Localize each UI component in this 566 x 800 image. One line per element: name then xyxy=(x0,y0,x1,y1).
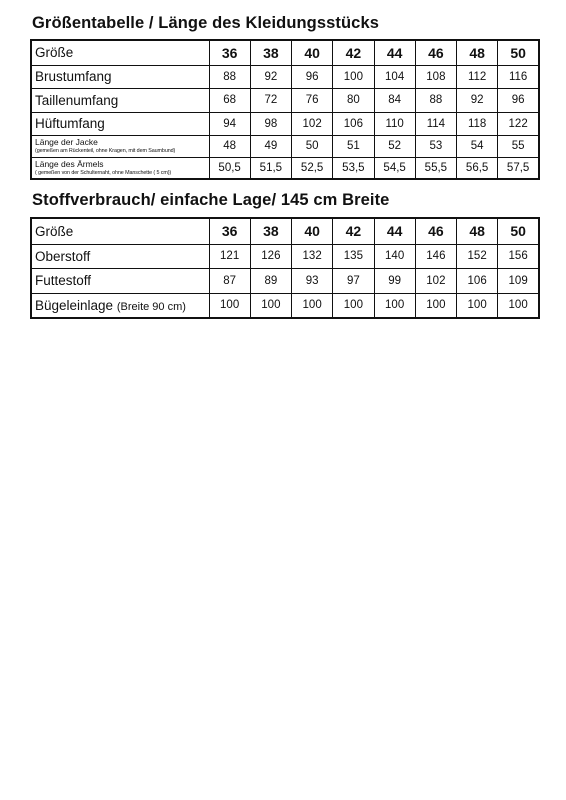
size-table xyxy=(30,39,540,180)
row-label-cell xyxy=(31,157,209,179)
size-header-cell: 48 xyxy=(457,218,498,244)
value-cell: 106 xyxy=(333,112,374,136)
row-label: Futtestoff xyxy=(35,273,92,289)
table-row xyxy=(31,157,539,179)
row-label-cell xyxy=(31,293,209,318)
row-label: Bügeleinlage xyxy=(35,297,114,313)
row-label: Länge der Jacke xyxy=(35,137,98,148)
value-cell: 87 xyxy=(209,269,250,294)
value-cell: 146 xyxy=(415,244,456,269)
row-label-cell xyxy=(31,269,209,294)
header-label-cell: Größe xyxy=(31,218,209,244)
value-cell: 110 xyxy=(374,112,415,136)
size-header-cell: 40 xyxy=(292,40,333,65)
value-cell: 94 xyxy=(209,112,250,136)
value-cell: 54 xyxy=(457,136,498,158)
size-header-cell: 50 xyxy=(498,218,539,244)
value-cell: 88 xyxy=(209,65,250,89)
size-header-cell: 48 xyxy=(457,40,498,65)
value-cell: 100 xyxy=(415,293,456,318)
value-cell: 76 xyxy=(292,89,333,113)
row-label-note: (gemeßen am Rückenteil, ohne Kragen, mit dem Saumbund) xyxy=(35,148,176,155)
size-header-cell: 36 xyxy=(209,40,250,65)
header-label-cell: Größe xyxy=(31,40,209,65)
value-cell: 80 xyxy=(333,89,374,113)
row-label-cell xyxy=(31,112,209,136)
size-header-cell: 38 xyxy=(250,40,291,65)
value-cell: 102 xyxy=(415,269,456,294)
row-label-cell xyxy=(31,65,209,89)
value-cell: 100 xyxy=(498,293,539,318)
value-cell: 96 xyxy=(498,89,539,113)
value-cell: 89 xyxy=(250,269,291,294)
value-cell: 152 xyxy=(457,244,498,269)
value-cell: 57,5 xyxy=(498,157,539,179)
value-cell: 53,5 xyxy=(333,157,374,179)
value-cell: 140 xyxy=(374,244,415,269)
row-label: Hüftumfang xyxy=(35,116,105,132)
value-cell: 100 xyxy=(457,293,498,318)
value-cell: 112 xyxy=(457,65,498,89)
table-row xyxy=(31,65,539,89)
value-cell: 51,5 xyxy=(250,157,291,179)
value-cell: 52,5 xyxy=(292,157,333,179)
row-label-cell xyxy=(31,89,209,113)
value-cell: 84 xyxy=(374,89,415,113)
value-cell: 88 xyxy=(415,89,456,113)
value-cell: 93 xyxy=(292,269,333,294)
value-cell: 52 xyxy=(374,136,415,158)
row-label: Taillenumfang xyxy=(35,92,119,108)
value-cell: 56,5 xyxy=(457,157,498,179)
value-cell: 49 xyxy=(250,136,291,158)
size-table-title: Größentabelle / Länge des Kleidungsstücks xyxy=(32,14,380,32)
row-label: Brustumfang xyxy=(35,69,112,85)
value-cell: 109 xyxy=(498,269,539,294)
header-row xyxy=(31,40,539,65)
size-header-cell: 36 xyxy=(209,218,250,244)
value-cell: 92 xyxy=(457,89,498,113)
value-cell: 48 xyxy=(209,136,250,158)
table-row xyxy=(31,293,539,318)
fabric-table-title: Stoffverbrauch/ einfache Lage/ 145 cm Breite xyxy=(32,191,390,209)
row-label-sub: (Breite 90 cm) xyxy=(116,300,186,313)
row-label-cell xyxy=(31,244,209,269)
value-cell: 118 xyxy=(457,112,498,136)
value-cell: 108 xyxy=(415,65,456,89)
value-cell: 98 xyxy=(250,112,291,136)
value-cell: 156 xyxy=(498,244,539,269)
size-header-cell: 42 xyxy=(333,40,374,65)
value-cell: 68 xyxy=(209,89,250,113)
value-cell: 100 xyxy=(333,65,374,89)
table-row xyxy=(31,244,539,269)
size-header-cell: 46 xyxy=(415,218,456,244)
value-cell: 100 xyxy=(209,293,250,318)
header-row xyxy=(31,218,539,244)
row-label-cell xyxy=(31,136,209,158)
table-row xyxy=(31,112,539,136)
row-label-note: ( gemeßen von der Schulternaht, ohne Manschette ( 5 cm)) xyxy=(35,169,172,176)
table-row xyxy=(31,89,539,113)
value-cell: 53 xyxy=(415,136,456,158)
size-header-cell: 44 xyxy=(374,40,415,65)
value-cell: 50,5 xyxy=(209,157,250,179)
size-header-cell: 44 xyxy=(374,218,415,244)
size-header-cell: 42 xyxy=(333,218,374,244)
value-cell: 97 xyxy=(333,269,374,294)
value-cell: 116 xyxy=(498,65,539,89)
value-cell: 132 xyxy=(292,244,333,269)
value-cell: 102 xyxy=(292,112,333,136)
value-cell: 121 xyxy=(209,244,250,269)
value-cell: 51 xyxy=(333,136,374,158)
value-cell: 55 xyxy=(498,136,539,158)
size-header-cell: 46 xyxy=(415,40,456,65)
value-cell: 100 xyxy=(292,293,333,318)
value-cell: 104 xyxy=(374,65,415,89)
value-cell: 72 xyxy=(250,89,291,113)
value-cell: 135 xyxy=(333,244,374,269)
row-label: Länge des Ärmels xyxy=(35,158,104,169)
value-cell: 122 xyxy=(498,112,539,136)
value-cell: 99 xyxy=(374,269,415,294)
size-header-cell: 40 xyxy=(292,218,333,244)
value-cell: 50 xyxy=(292,136,333,158)
table-row xyxy=(31,269,539,294)
size-header-cell: 50 xyxy=(498,40,539,65)
value-cell: 100 xyxy=(250,293,291,318)
value-cell: 54,5 xyxy=(374,157,415,179)
table-row xyxy=(31,136,539,158)
value-cell: 96 xyxy=(292,65,333,89)
value-cell: 126 xyxy=(250,244,291,269)
value-cell: 106 xyxy=(457,269,498,294)
value-cell: 114 xyxy=(415,112,456,136)
value-cell: 100 xyxy=(374,293,415,318)
fabric-table xyxy=(30,217,540,319)
value-cell: 100 xyxy=(333,293,374,318)
size-header-cell: 38 xyxy=(250,218,291,244)
value-cell: 55,5 xyxy=(415,157,456,179)
value-cell: 92 xyxy=(250,65,291,89)
row-label: Oberstoff xyxy=(35,248,91,264)
